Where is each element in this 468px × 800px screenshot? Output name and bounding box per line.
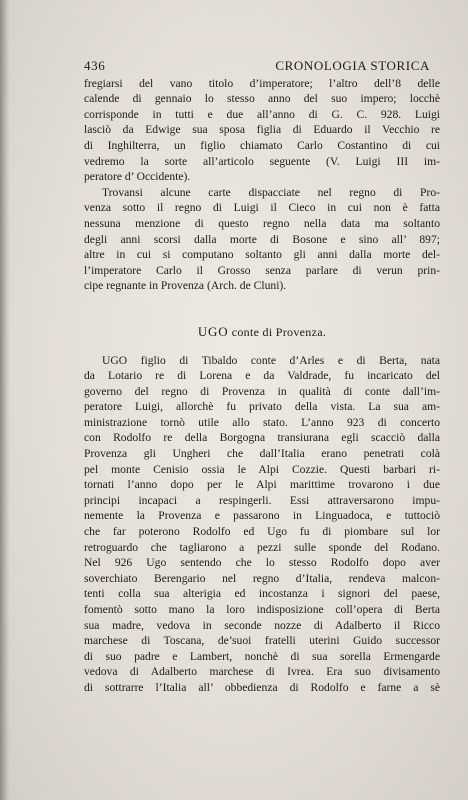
text-line: principi incapaci a respingerli. Essi attraversarono impu- [84,493,440,507]
page-gutter-shadow [0,0,10,800]
text-line: fregiarsi del vano titolo d’imperatore; l’altro dell’8 delle [84,76,440,90]
text-line: nessuna menzione di questo regno nella data ma soltanto [84,216,440,230]
text-line: da Lotario re di Lorena e da Valdrade, fu incaricato del [84,369,440,383]
text-line: degli anni scorsi dalla morte di Bosone e sino all’ 897; [84,232,440,246]
text-line: tenti colla sua alterigia ed incostanza i signori del paese, [84,587,440,601]
text-line: fomentò sotto mano la loro indisposizione coll’opera di Berta [84,603,440,616]
text-line: lasciò da Edwige sua sposa figlia di Eduardo il Vecchio re [84,123,440,137]
text-line: cipe regnante in Provenza (Arch. de Cluni). [84,279,287,293]
text-line: governo del regno di Provenza in qualità di conte dall’im- [84,384,440,398]
text-line: con Rodolfo re della Borgogna transiurana egli scacciò dalla [84,431,440,445]
section-heading-name: UGO [197,323,229,339]
paragraph-charters [84,185,440,294]
text-line: pel monte Cenisio ossia le Alpi Cozzie. Questi barbari ri- [84,462,440,476]
text-line: l’imperatore Carlo il Grosso senza parlare di verun prin- [84,263,440,277]
text-line: ministrazione tornò utile allo stato. L’anno 923 di concerto [84,415,440,429]
section-heading [84,324,440,341]
text-line: altre in cui si computano soltanto gli anni dalla morte del- [84,248,440,262]
text-line: Provenza gli Ungheri che dall’Italia erano penetrati colà [84,447,440,461]
running-title: CRONOLOGIA STORICA [275,58,430,73]
section-heading-rest: conte di Provenza. [231,324,327,339]
text-line: Trovansi alcune carte dispacciate nel regno di Pro- [102,185,440,199]
page-text-block [84,58,440,696]
text-line: peratore d’ Occidente). [84,170,191,184]
text-line: calende di gennaio lo stesso anno del suo impero; locchè [84,92,440,106]
text-line: peratore Luigi, allorchè fu privato della vista. La sua am- [84,400,440,414]
text-line: sua madre, vedova in seconde nozze di Adalberto il Ricco [84,618,440,632]
running-header [84,58,440,74]
text-line: soverchiato Berengario nel regno d’Italia, rendeva malcon- [84,571,440,585]
text-line: venza sotto il regno di Luigi il Cieco in cui non è fatta [84,201,440,215]
text-line: vedremo la sorte all’articolo seguente (V. Luigi III im- [84,154,440,168]
page-number: 436 [84,58,106,73]
text-line: di Inghilterra, un figlio chiamato Carlo Costantino di cui [84,138,440,152]
text-line: vedova di Adalberto marchese di Ivrea. Era suo divisamento [84,665,440,679]
text-line: nemente la Provenza e passarono in Linguadoca, e tuttociò [84,509,440,523]
text-line: retroguardo che tagliarono a pezzi sulle sponde del Rodano. [84,540,440,554]
text-line: marchese di Toscana, de’suoi fratelli uterini Guido successor [84,634,440,648]
text-line: UGO figlio di Tibaldo conte d’Arles e di Berta, nata [102,353,440,367]
text-line: di suo padre e Lambert, nonchè di sua sorella Ermengarde [84,649,440,663]
paragraph-luigi-end [84,76,440,185]
text-line: tornati l’anno dopo per le Alpi marittime trovarono i due [84,478,440,492]
text-line: Nel 926 Ugo sentendo che lo stesso Rodolfo dopo aver [84,556,440,570]
text-line: corrisponde in tutti e due all’anno di G. C. 928. Luigi [84,107,440,121]
paragraph-ugo [84,353,440,696]
text-line: che far poterono Rodolfo ed Ugo fu di piombare sul lor [84,525,440,539]
text-line: di sottrarre l’Italia all’ obbedienza di Rodolfo e farne a sè [84,680,440,694]
